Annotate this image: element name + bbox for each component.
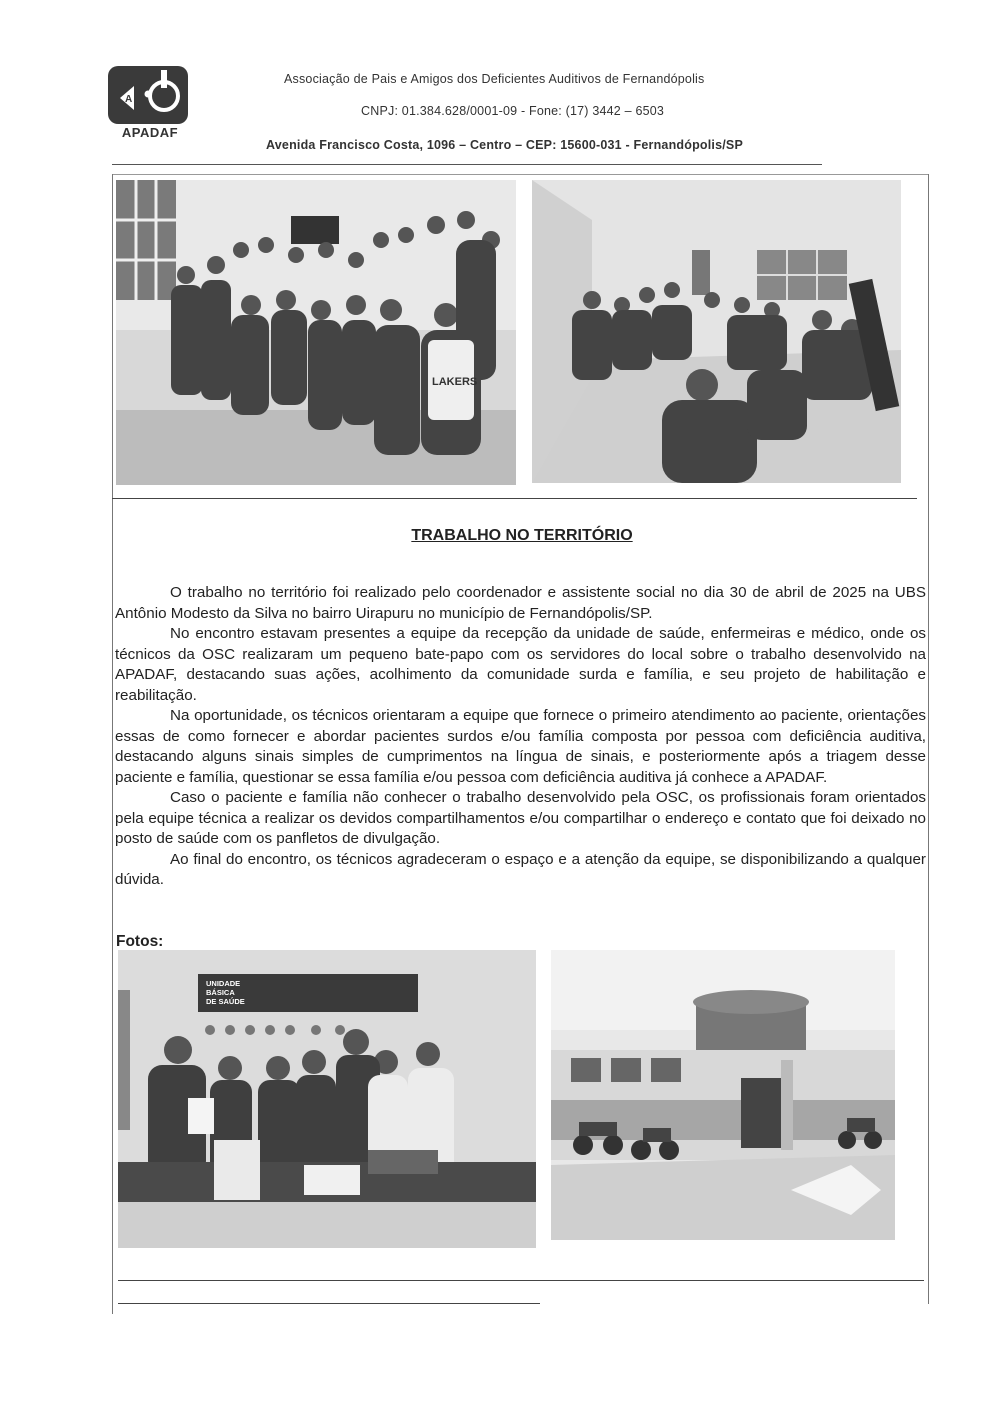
report-body (115, 583, 926, 891)
meeting-room-photo (532, 180, 901, 483)
header-divider (112, 164, 822, 165)
address: Avenida Francisco Costa, 1096 – Centro – CEP: 15600-031 - Fernandópolis/SP (266, 138, 744, 152)
footer-line (118, 1280, 924, 1281)
frame-top-border (112, 174, 928, 175)
section-divider (112, 498, 917, 499)
section-title: TRABALHO NO TERRITÓRIO (411, 527, 633, 544)
ubs-building-photo (551, 950, 895, 1240)
reception-team-photo (118, 950, 536, 1248)
organization-name: Associação de Pais e Amigos dos Deficientes Auditivos de Fernandópolis (284, 72, 705, 86)
group-photo (116, 180, 516, 485)
lakers-shirt-text: LAKERS (432, 376, 478, 388)
banner-line-2: BÁSICA (206, 988, 235, 997)
banner-line-1: UNIDADE (206, 979, 241, 988)
paragraph: Caso o paciente e família não conhecer o trabalho desenvolvido pela OSC, os profissionais foram orientados pela equipe técnica a realizar os devidos compartilhamentos e/ou compartilhar o endereço e contato que foi deixado no posto de saúde com os panfletos de divulgação. (115, 789, 926, 847)
svg-text:A: A (125, 94, 133, 105)
paragraph: Na oportunidade, os técnicos orientaram a equipe que fornece o primeiro atendimento ao paciente, orientações essas de como fornecer e abordar pacientes surdos e/ou família composta por pessoa com deficiência auditiva, destacando alguns sinais simples de cumprimentos na língua de sinais, e posteriormente após a triagem desse paciente e família, questionar se essa família e/ou pessoa com deficiência auditiva já conhece a APADAF. (115, 707, 926, 786)
cnpj-phone: CNPJ: 01.384.628/0001-09 - Fone: (17) 3442 – 6503 (361, 104, 665, 118)
banner-line-3: DE SAÚDE (206, 997, 245, 1006)
frame-left-border (112, 174, 113, 1314)
paragraph: O trabalho no território foi realizado pelo coordenador e assistente social no dia 30 de abril de 2025 na UBS Antônio Modesto da Silva no bairro Uirapuru no município de Fernandópolis/SP. (115, 584, 926, 622)
paragraph: Ao final do encontro, os técnicos agradeceram o espaço e a atenção da equipe, se disponibilizando a qualquer dúvida. (115, 850, 926, 888)
paragraph: No encontro estavam presentes a equipe da recepção da unidade de saúde, enfermeiras e médico, onde os técnicos da OSC realizaram um pequeno bate-papo com os servidores do local sobre o trabalho desenvolvido na APADAF, destacando suas ações, acolhimento da comunidade surda e família, e seu projeto de habilitação e reabilitação. (115, 625, 926, 704)
photos-label: Fotos: (116, 933, 164, 950)
logo-text: APADAF (121, 125, 179, 140)
footer-line-short (118, 1303, 540, 1304)
frame-right-border (928, 174, 929, 1304)
